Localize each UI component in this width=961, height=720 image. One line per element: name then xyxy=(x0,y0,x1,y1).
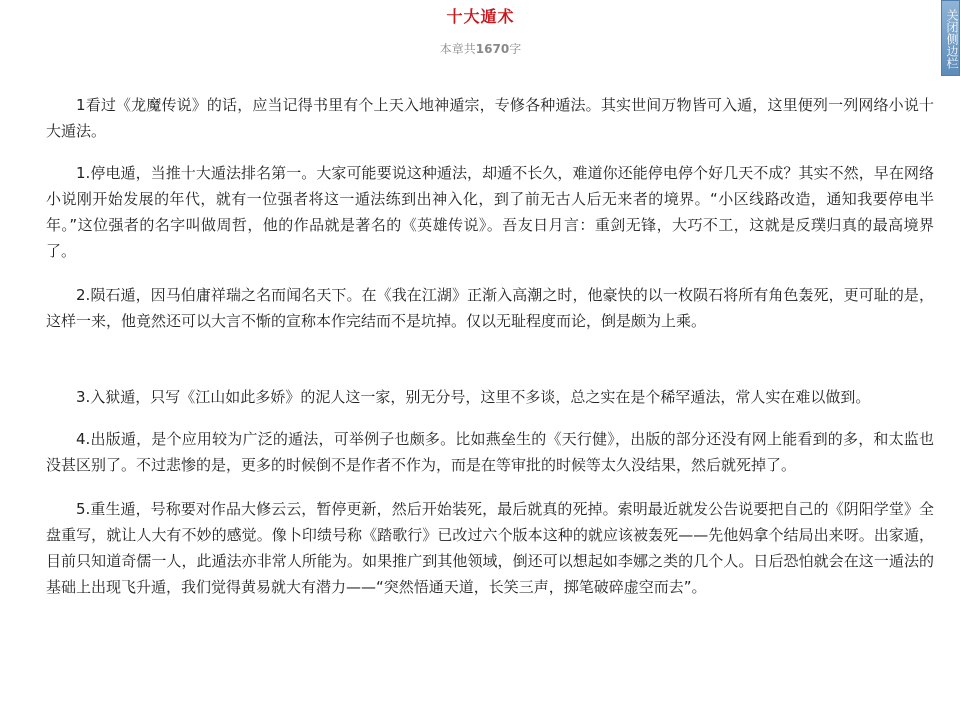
word-count xyxy=(0,40,961,57)
paragraph-5: 5.重生遁，号称要对作品大修云云，暂停更新，然后开始装死，最后就真的死掉。索明最近就发公告说要把自己的《阴阳学堂》全盘重写，就让人大有不妙的感觉。像卜印绩号称《踏歌行》已改过六个版本这种的就应该被轰死——先他妈拿个结局出来呀。出家遁，目前只知道奇儒一人，此遁法亦非常人所能为。如果推广到其他领域，倒还可以想起如李娜之类的几个人。日后恐怕就会在这一遁法的基础上出现飞升遁，我们觉得黄易就大有潜力——“突然悟通天道，长笑三声，掷笔破碎虚空而去”。 xyxy=(46,500,934,596)
word-count-number: 1670 xyxy=(475,42,510,56)
close-sidebar-button[interactable]: 关闭侧边栏 xyxy=(941,0,960,76)
article-body xyxy=(46,92,934,600)
paragraph-3: 3.入狱遁，只写《江山如此多娇》的泥人这一家，别无分号，这里不多谈，总之实在是个稀罕遁法，常人实在难以做到。 xyxy=(76,388,871,406)
paragraph-1: 1.停电遁，当推十大遁法排名第一。大家可能要说这种遁法，却遁不长久，难道你还能停电停个好几天不成？其实不然，早在网络小说刚开始发展的年代，就有一位强者将这一遁法练到出神入化，到了前无古人后无来者的境界。“小区线路改造，通知我要停电半年。”这位强者的名字叫做周哲，他的作品就是著名的《英雄传说》。吾友日月言：重剑无锋，大巧不工，这就是反璞归真的最高境界了。 xyxy=(46,164,934,260)
paragraph-intro: 1看过《龙魔传说》的话，应当记得书里有个上天入地神遁宗，专修各种遁法。其实世间万物皆可入遁，这里便列一列网络小说十大遁法。 xyxy=(46,96,934,140)
word-count-prefix: 本章共 xyxy=(439,42,476,56)
article-title: 十大遁术 xyxy=(446,7,515,26)
paragraph-4: 4.出版遁，是个应用较为广泛的遁法，可举例子也颇多。比如燕垒生的《天行健》，出版的部分还没有网上能看到的多，和太监也没甚区别了。不过悲惨的是，更多的时候倒不是作者不作为，而是在等审批的时候等太久没结果，然后就死掉了。 xyxy=(46,430,934,474)
word-count-suffix: 字 xyxy=(509,42,522,56)
paragraph-2: 2.陨石遁，因马伯庸祥瑞之名而闻名天下。在《我在江湖》正渐入高潮之时，他豪快的以一枚陨石将所有角色轰死，更可耻的是，这样一来，他竟然还可以大言不惭的宣称本作完结而不是坑掉。仅以无耻程度而论，倒是颇为上乘。 xyxy=(46,286,934,330)
